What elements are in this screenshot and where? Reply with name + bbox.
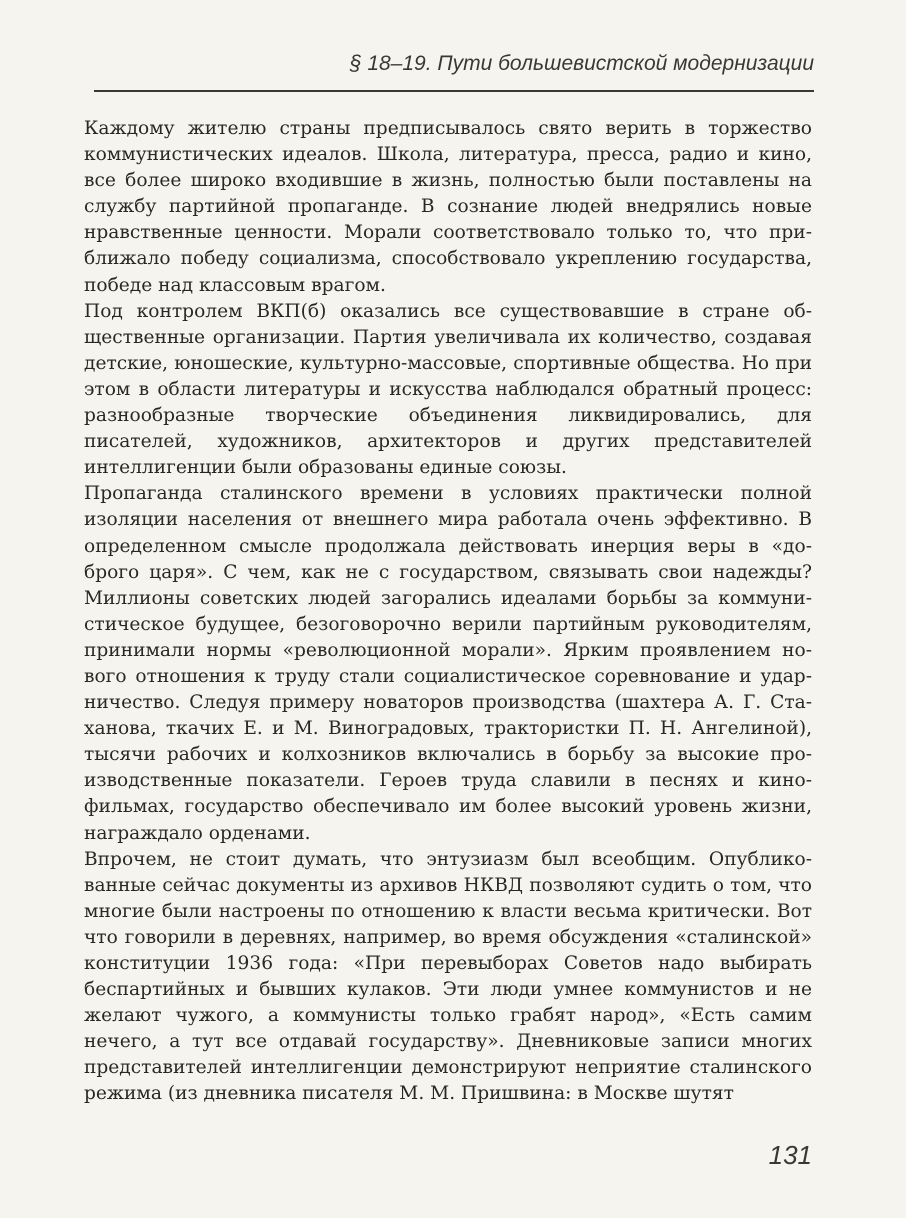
paragraph: Впрочем, не стоит думать, что энтузиазм был всеобщим. Опубликованные сейчас документы из архивов НКВД позволяют судить о том, что многие были настроены по отношению к власти весьма критически. Вот что говорили в деревнях, например, во время обсуждения «сталинской» конституции 1936 года: «При перевыборах Советов надо выбирать беспартийных и бывших кулаков. Эти люди умнее коммунистов и не желают чужого, а коммунисты только грабят народ», «Есть самим нечего, а тут все отдавай государству». Дневниковые записи многих представителей интеллигенции демонстрируют неприятие сталинского режима (из дневника писателя М. М. Пришвина: в Москве шутят — [84, 848, 812, 1105]
section-title: § 18–19. Пути большевистской модернизации — [349, 52, 814, 75]
body-text — [84, 116, 812, 1108]
page-number: 131 — [768, 1140, 812, 1170]
paragraph: Под контролем ВКП(б) оказались все существовавшие в стране общественные организации. Партия увеличивала их количество, создавая детские, юношеские, культурно-массовые, спортивные общества. Но при этом в области литературы и искусства наблюдался обратный процесс: разнообразные творческие объединения ликвидировались, для писателей, художников, архитекторов и других представителей интеллигенции были образованы единые союзы. — [84, 300, 812, 479]
running-header — [94, 52, 814, 92]
paragraph: Каждому жителю страны предписывалось свято верить в торжество коммунистических идеалов. Школа, литература, пресса, радио и кино, все более широко входившие в жизнь, полностью были поставлены на службу партийной пропаганде. В сознание людей внедрялись новые нравственные ценности. Морали соответствовало только то, что приближало победу социализма, способствовало укреплению государства, победе над классовым врагом. — [84, 118, 812, 296]
paragraph: Пропаганда сталинского времени в условиях практически полной изоляции населения от внешнего мира работала очень эффективно. В определенном смысле продолжала действовать инерция веры в «доброго царя». С чем, как не с государством, связывать свои надежды? Миллионы советских людей загорались идеалами борьбы за коммунистическое будущее, безоговорочно верили партийным руководителям, принимали нормы «революционной морали». Ярким проявлением нового отношения к труду стали социалистическое соревнование и ударничество. Следуя примеру новаторов производства (шахтера А. Г. Стаханова, ткачих Е. и М. Виноградовых, трактористки П. Н. Ангелиной), тысячи рабочих и колхозников включались в борьбу за высокие производственные показатели. Героев труда славили в песнях и кинофильмах, государство обеспечивало им более высокий уровень жизни, награждало орденами. — [84, 483, 812, 844]
